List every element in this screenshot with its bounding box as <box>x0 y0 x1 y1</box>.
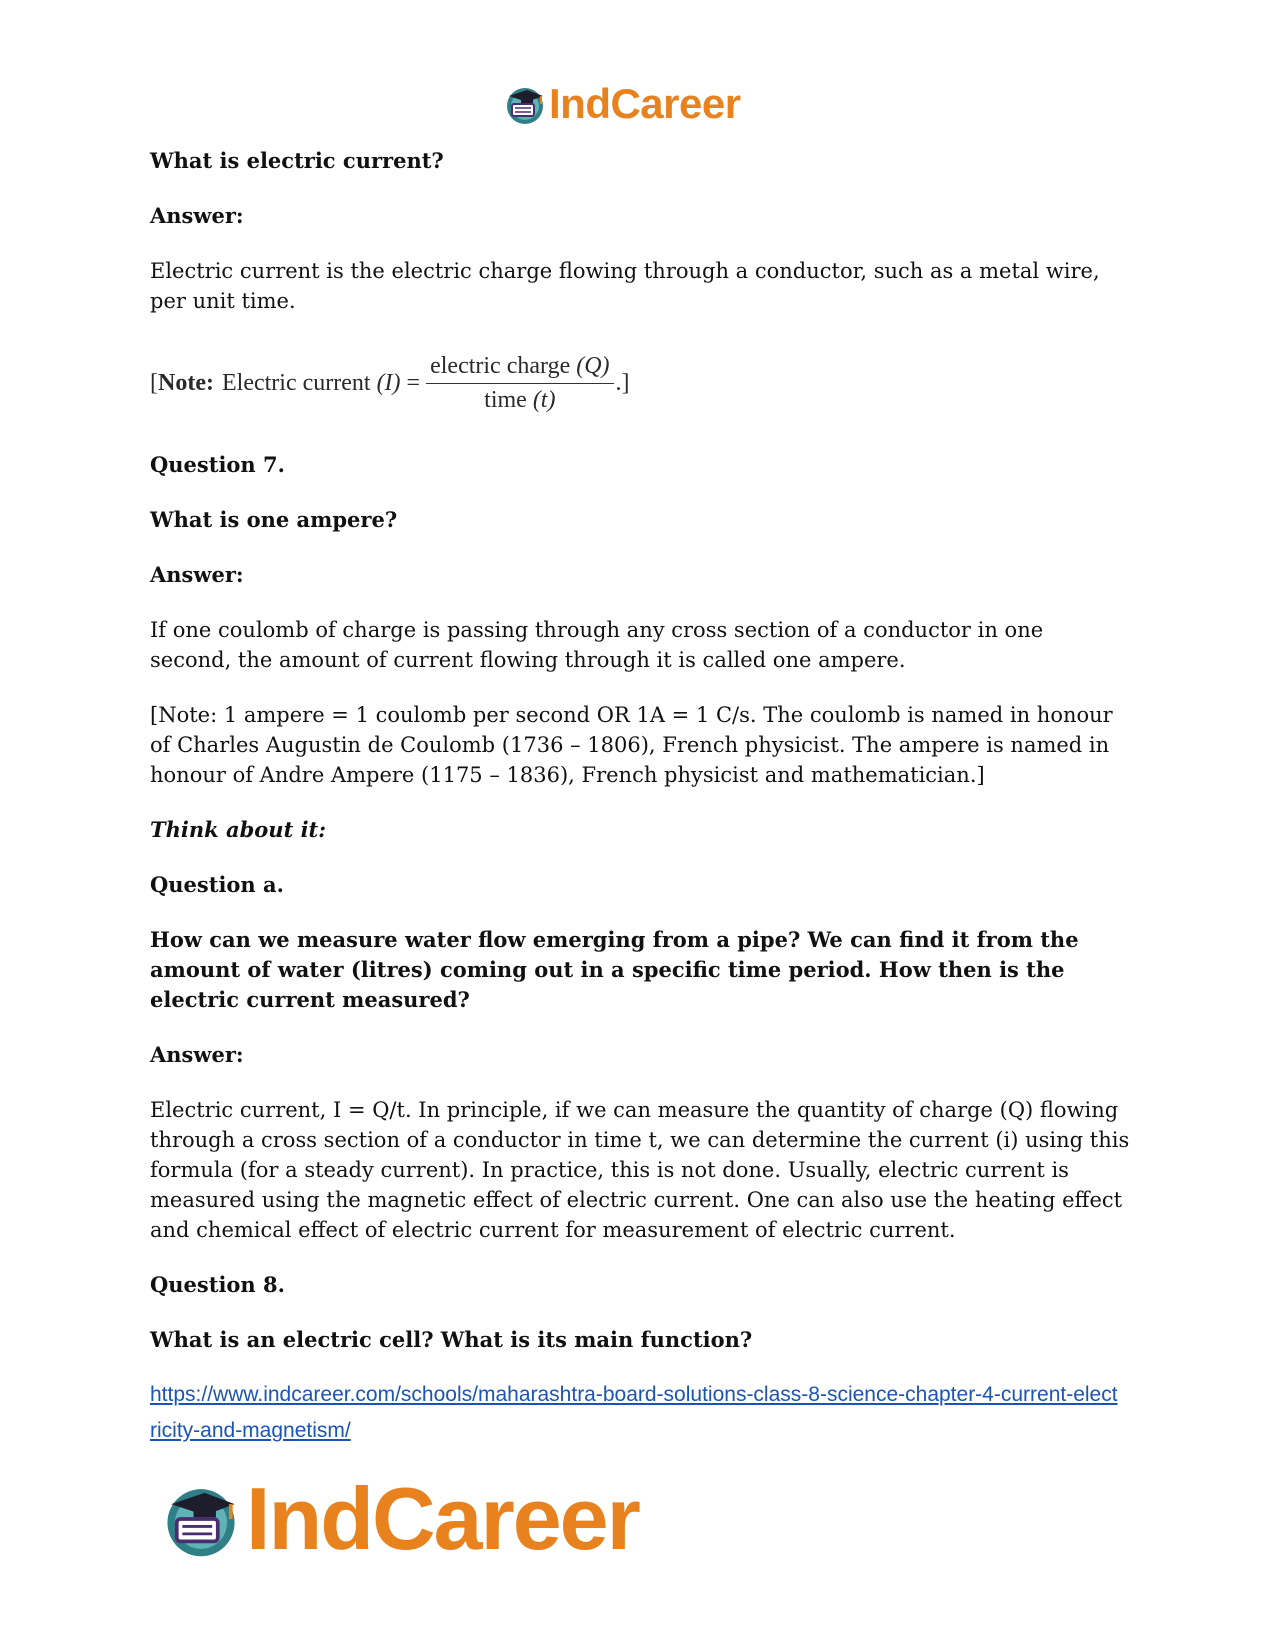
formula-open-bracket: [ <box>150 369 158 396</box>
answer-label: Answer: <box>150 562 244 587</box>
formula-fraction <box>426 353 613 414</box>
formula-equals: = <box>406 369 421 396</box>
graduation-cap-globe-icon <box>160 1478 242 1560</box>
footer-logo <box>160 1469 639 1568</box>
document-content <box>150 146 1130 1449</box>
header-logo-text: IndCareer <box>549 80 741 127</box>
formula-colon: : <box>205 369 214 396</box>
formula-lhs: Electric current <box>221 369 371 396</box>
question-8-text: What is an electric cell? What is its main function? <box>150 1327 753 1352</box>
source-url-link[interactable]: https://www.indcareer.com/schools/maharashtra-board-solutions-class-8-science-chapter-4-current-electricity-and-magnetism/ <box>150 1383 1118 1442</box>
formula-numerator <box>426 353 613 384</box>
formula-lhs-symbol: (I) <box>376 369 401 396</box>
answer-label: Answer: <box>150 203 244 228</box>
formula-denominator-symbol: (t) <box>532 386 556 413</box>
question-8-label: Question 8. <box>150 1272 285 1297</box>
answer-text: Electric current, I = Q/t. In principle, if we can measure the quantity of charge (Q) flowing through a cross section of a conductor in time t, we can determine the current (i) using this formula (for a steady current). In practice, this is not done. Usually, electric current is measured using the magnetic effect of electric current. One can also use the heating effect and chemical effect of electric current for measurement of electric current. <box>150 1098 1130 1242</box>
question-7-text: What is one ampere? <box>150 507 398 532</box>
formula-close-bracket: .] <box>615 369 630 396</box>
answer-text: If one coulomb of charge is passing through any cross section of a conductor in one second, the amount of current flowing through it is called one ampere. <box>150 618 1044 672</box>
formula-note-word: Note <box>158 369 206 396</box>
answer-label: Answer: <box>150 1042 244 1067</box>
think-about-it-heading: Think about it: <box>150 817 327 842</box>
formula-denominator <box>484 384 555 414</box>
question-a-label: Question a. <box>150 872 284 897</box>
footer-logo-text: IndCareer <box>246 1469 639 1568</box>
current-formula-image <box>150 346 1130 420</box>
question-6-text: What is electric current? <box>150 148 444 173</box>
answer-text: Electric current is the electric charge flowing through a conductor, such as a metal wire, per unit time. <box>150 259 1100 313</box>
header-logo <box>503 80 741 128</box>
note-text: [Note: 1 ampere = 1 coulomb per second OR 1A = 1 C/s. The coulomb is named in honour of Charles Augustin de Coulomb (1736 – 1806), French physicist. The ampere is named in honour of Andre Ampere (1175 – 1836), French physicist and mathematician.] <box>150 703 1113 787</box>
question-7-label: Question 7. <box>150 452 285 477</box>
question-a-text: How can we measure water flow emerging from a pipe? We can find it from the amount of water (litres) coming out in a specific time period. How then is the electric current measured? <box>150 927 1079 1012</box>
graduation-cap-globe-icon <box>503 82 547 126</box>
formula-denominator-text: time <box>484 386 527 413</box>
formula-numerator-text: electric charge <box>430 352 571 379</box>
formula-numerator-symbol: (Q) <box>576 352 610 379</box>
